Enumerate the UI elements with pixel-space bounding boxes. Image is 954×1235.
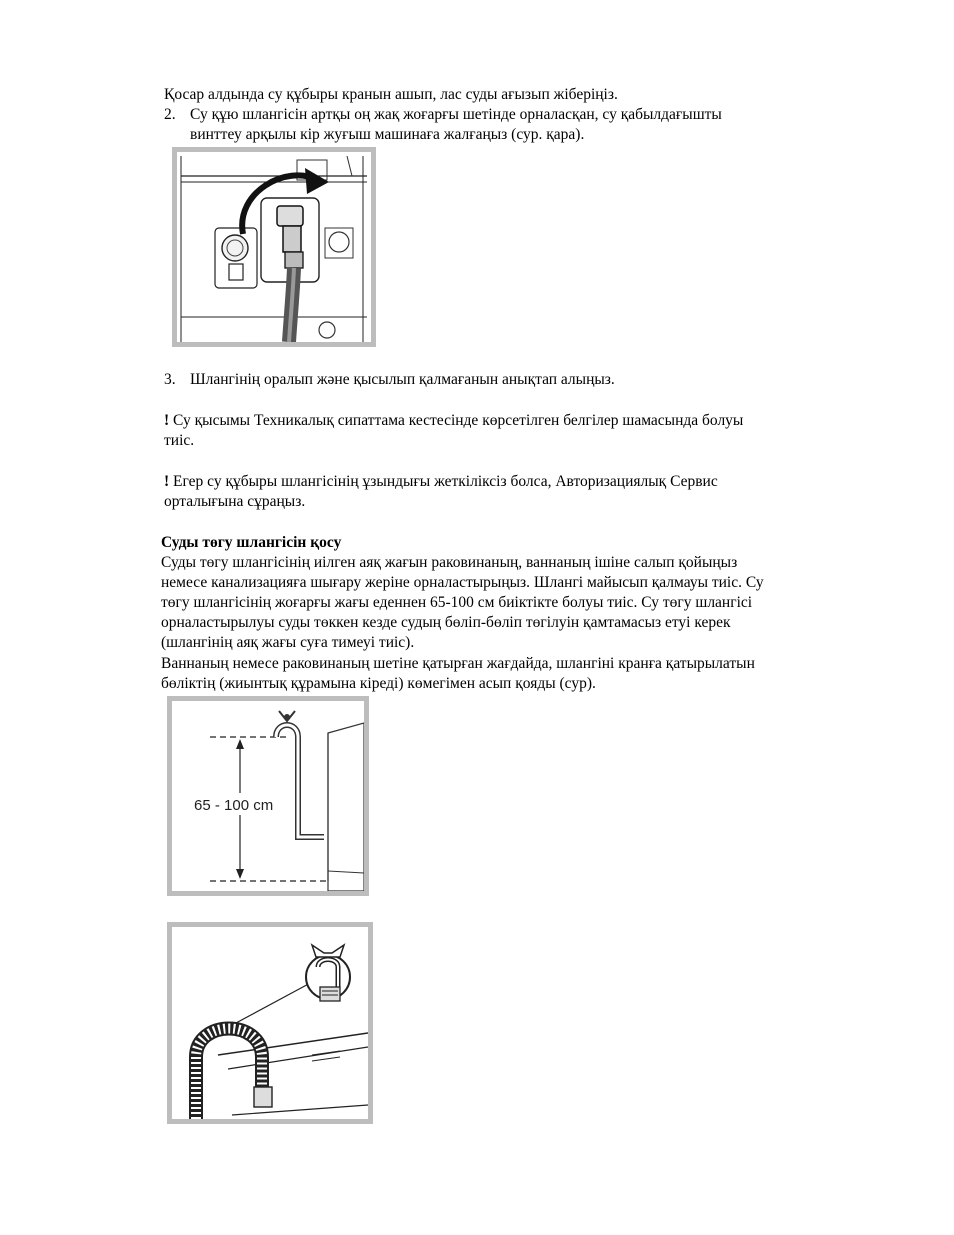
drain-para1-line-3: төгу шлангісінің жоғарғы жағы еденнен 65-100 см биіктікте болуы тиіс. Су төгу шлангісі [161, 594, 753, 611]
step-2-text-1: Су құю шлангісін артқы оң жақ жоғарғы шетінде орналасқан, су қабылдағышты [190, 106, 722, 123]
figure-inlet-hose-connection [172, 147, 376, 347]
drain-height-illustration [172, 701, 364, 891]
note-2-line-1 [164, 472, 718, 492]
drain-para1-line-2: немесе канализацияға шығару жеріне орналастырыңыз. Шлангі майысып қалмауы тиіс. Су [161, 574, 764, 591]
drain-hook-illustration [172, 927, 368, 1119]
step-2-line-2: винттеу арқылы кір жуғыш машинаға жалғаңыз (сур. қара). [190, 126, 585, 143]
note-1-line-1 [164, 411, 743, 431]
step-3-text: Шлангінің оралып және қысылып қалмағанын анықтап алыңыз. [190, 371, 615, 388]
drain-para2-line-2: бөліктің (жиынтық құрамына кіреді) көмегімен асып қояды (сур). [161, 675, 596, 692]
step-2-number: 2. [164, 106, 176, 123]
step-2-line-1 [164, 105, 722, 125]
step-3-line [164, 370, 615, 390]
drain-para1-line-1: Суды төгу шлангісінің иілген аяқ жағын раковинаның, ваннаның ішіне салып қойыңыз [161, 554, 738, 571]
note-1-text-1: Су қысымы Техникалық сипаттама кестесінде көрсетілген белгілер шамасында болуы [169, 412, 744, 429]
figure-drain-hose-hook [167, 922, 373, 1124]
note-2-line-2: орталығына сұраңыз. [164, 493, 306, 510]
drain-para1-line-4: орналастырылуы суды төккен кезде судың бөліп-бөліп төгілуін қамтамасыз етуі керек [161, 614, 731, 631]
drain-section-heading: Суды төгу шлангісін қосу [161, 534, 342, 551]
drain-para1-line-5: (шлангінің аяқ жағы суға тимеуі тиіс). [161, 634, 415, 651]
step-3-number: 3. [164, 371, 176, 388]
figure-drain-hose-height [167, 696, 369, 896]
note-2-text-1: Егер су құбыры шлангісінің ұзындығы жеткіліксіз болса, Авторизациялық Сервис [169, 473, 718, 490]
height-dimension-label: 65 - 100 cm [194, 797, 274, 814]
intro-line: Қосар алдында су құбыры кранын ашып, лас суды ағызып жіберіңіз. [164, 86, 618, 103]
drain-para2-line-1: Ваннаның немесе раковинаның шетіне қатырған жағдайда, шлангіні кранға қатырылатын [161, 655, 755, 672]
note-1-line-2: тиіс. [164, 432, 195, 449]
note-1-mark: ! [164, 412, 170, 429]
note-2-mark: ! [164, 473, 170, 490]
inlet-hose-illustration [177, 152, 371, 342]
